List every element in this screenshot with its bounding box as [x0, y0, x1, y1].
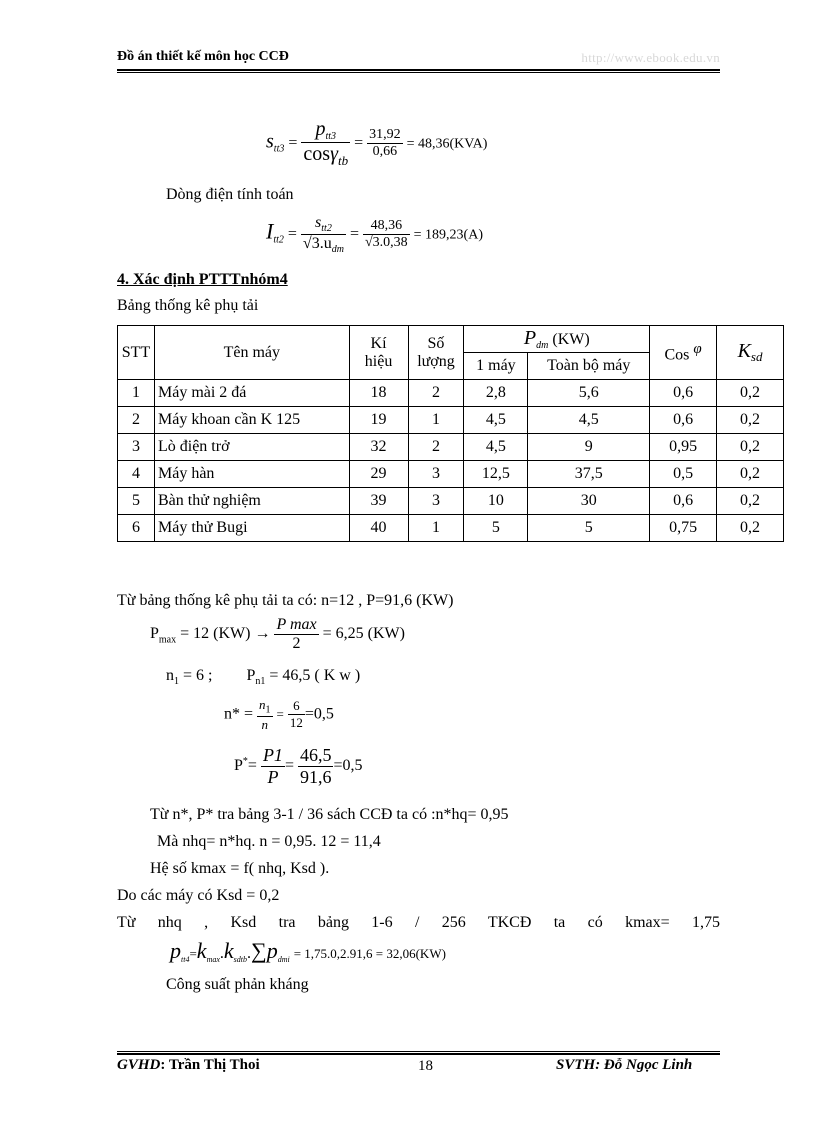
- table-row: 4 Máy hàn 29 3 12,5 37,5 0,5 0,2: [118, 461, 784, 488]
- col-name: Tên máy: [154, 326, 349, 380]
- equation-nstar: n* = $\frac{n_1}{n}$ = $\frac{6}{12}$ =0,5: [224, 697, 334, 732]
- col-pdm: $P_{dm}$ (KW): [464, 326, 650, 353]
- header-rule: [117, 69, 720, 73]
- col-ksd: $K_{sd}$: [717, 326, 784, 380]
- footer-gvhd: GVHD: Trần Thị Thoi: [117, 1057, 260, 1073]
- label-current: Dòng điện tính toán: [166, 186, 294, 203]
- header-title: Đồ án thiết kế môn học CCĐ: [117, 49, 289, 64]
- text-lookup-kmax: Từ nhq , Ksd tra bảng 1-6 / 256 TKCĐ ta có kmax= 1,75: [117, 914, 720, 931]
- table-row: 1 Máy mài 2 đá 18 2 2,8 5,6 0,6 0,2: [118, 380, 784, 407]
- equation-i-tt2: $I_{tt2}$ = $\frac{s_{tt2}}{√3.u_{dm}}$ = $\frac{48,36}{√3.0,38}$ = 189,23(A): [266, 214, 483, 256]
- equation-pmax: $P_{max} = 12$ (KW) → $\frac{\text{P max}}{2}$ = 6,25 (KW): [150, 616, 405, 652]
- equation-p-tt4: $p_{tt4}=k_{max}.k_{sdtb}.\sum p_{dmi} = 1,75.0,2.91,6 = 32,06(KW)$: [170, 938, 446, 965]
- text-kmax-function: Hệ số kmax = f( nhq, Ksd ).: [150, 860, 330, 877]
- col-stt: STT: [118, 326, 155, 380]
- text-summary: Từ bảng thống kê phụ tải ta có: n=12 , P=91,6 (KW): [117, 592, 454, 609]
- table-row: 3 Lò điện trở 32 2 4,5 9 0,95 0,2: [118, 434, 784, 461]
- equation-s-tt3: $s_{tt3}$ = $\frac{p_{tt3}}{\cos\gamma_{tb}}$ = $\frac{31,92}{0,66}$ = 48,36(KVA): [266, 118, 488, 169]
- col-p-all: Toàn bộ máy: [528, 353, 650, 380]
- text-nhq: Mà nhq= n*hq. n = 0,95. 12 = 11,4: [157, 833, 381, 850]
- text-lookup-nhq: Từ n*, P* tra bảng 3-1 / 36 sách CCĐ ta có :n*hq= 0,95: [150, 806, 509, 823]
- col-code: Kí hiệu: [349, 326, 408, 380]
- table-row: 6 Máy thử Bugi 40 1 5 5 0,75 0,2: [118, 515, 784, 542]
- equation-pstar: P*= $\frac{P1}{P}$ = $\frac{46,5}{91,6}$ =0,5: [234, 745, 363, 787]
- col-qty: Số lượng: [408, 326, 464, 380]
- col-cos: Cos $^\varphi$: [650, 326, 717, 380]
- text-ksd: Do các máy có Ksd = 0,2: [117, 887, 280, 904]
- table-row: 2 Máy khoan cần K 125 19 1 4,5 4,5 0,6 0,2: [118, 407, 784, 434]
- footer-rule: [117, 1051, 720, 1055]
- equation-n1: $n_1 = 6$ ; $P_{n1} = 46,5$ ( K w ): [166, 667, 361, 688]
- section-title: 4. Xác định PTTTnhóm4: [117, 271, 288, 288]
- text-reactive-power: Công suất phản kháng: [166, 976, 309, 993]
- table-caption: Bảng thống kê phụ tải: [117, 297, 259, 314]
- load-table: [117, 325, 784, 542]
- page-number: 18: [418, 1058, 433, 1074]
- table-header-row: [118, 326, 784, 353]
- table-row: 5 Bàn thử nghiệm 39 3 10 30 0,6 0,2: [118, 488, 784, 515]
- header-url: http://www.ebook.edu.vn: [581, 50, 720, 65]
- col-p-one: 1 máy: [464, 353, 528, 380]
- footer-svth: SVTH: Đỗ Ngọc Linh: [556, 1057, 693, 1073]
